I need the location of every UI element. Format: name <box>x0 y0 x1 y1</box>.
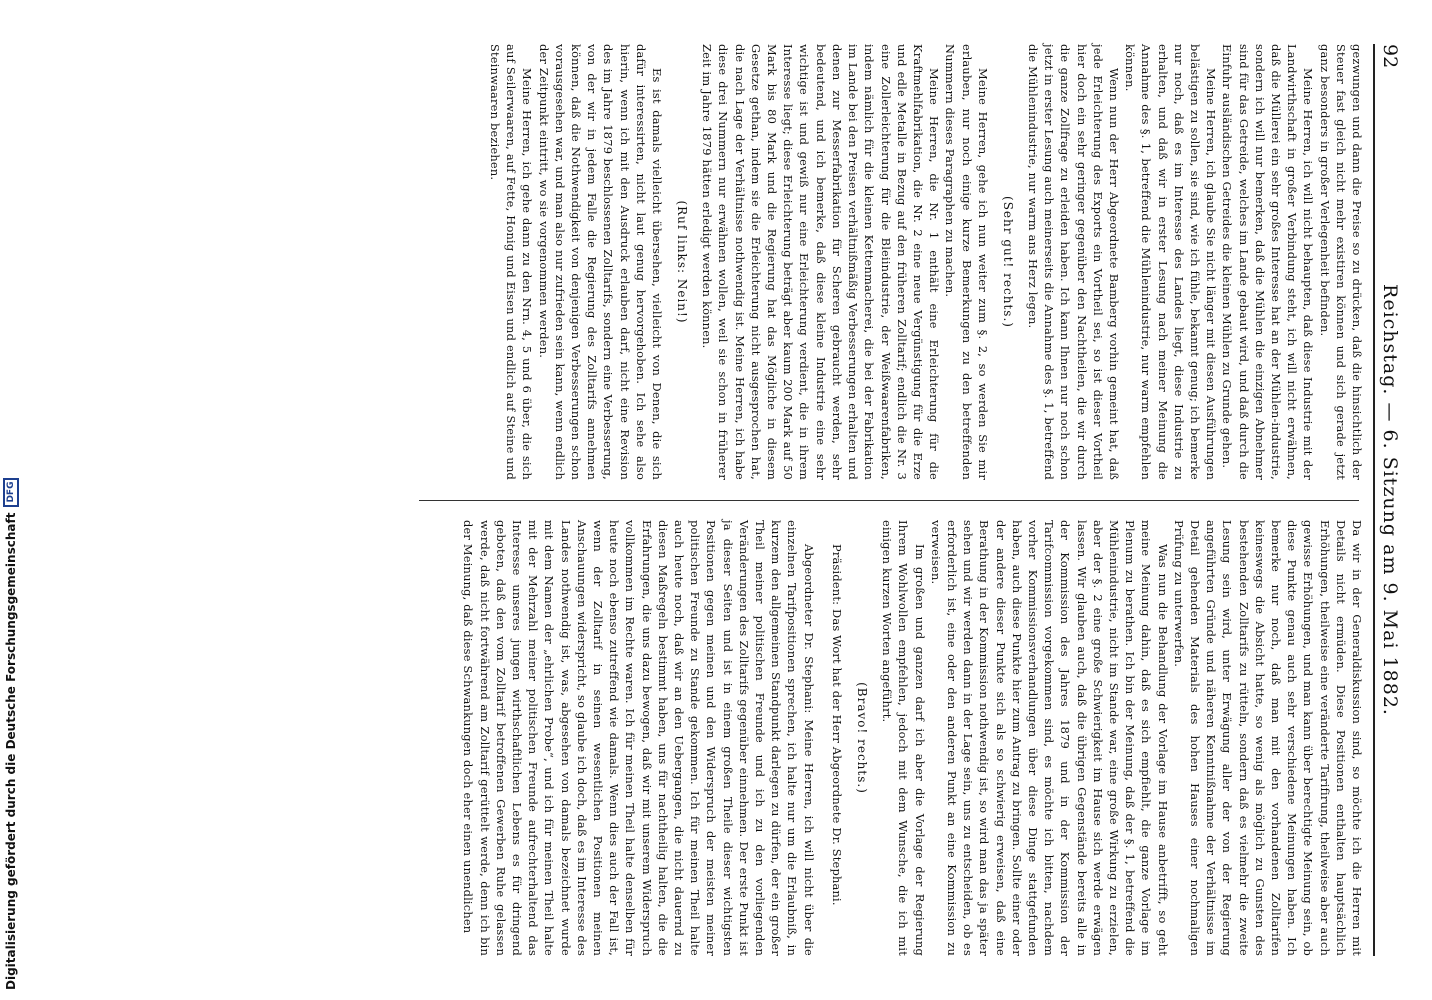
left-column <box>460 44 1365 480</box>
paragraph: Im großen und ganzen darf ich aber die Vorlage der Regierung Ihrem Wohlwollen empfehlen, jedoch mit dem Wunsche, die ich mit einigen kurzen Worten angeführt. <box>880 520 927 956</box>
running-title: Reichstag. — 6. Sitzung am 9. Mai 1882. <box>1379 284 1401 716</box>
paragraph: Meine Herren, ich glaube Sie nicht länger mit diesen Ausführungen belästigen zu sollen, sie sind, wie ich fühle, bekannt genug; ich bemerke nur noch, daß es im Interesse des Landes liegt, diese Industrie zu erhalten, und daß wir in erster Lesung nach meiner Meinung die Annahme des §. 1, betreffend die Mühlenindustrie, nur warm empfehlen können. <box>1123 44 1219 480</box>
paragraph: Meine Herren, die Nr. 1 enthält eine Erleichterung für die Kraftmehlfabrikation, die Nr. 2 eine neue Vergünstigung für die Erze und edle Metalle in Bezug auf den früheren Zolltarif; endlich die Nr. 3 eine Zollerleichterung für die Bleiindustrie, der Weißwaarenfabriken, indem nämlich für die kleinen Kettenmacherei, die bei der Fabrikation im Lande bei den Preisen verhältnißmäßig Verbesserungen erhalten und denen zur Messerfabrikation für Scheren gebraucht werden, sehr bedeutend, und ich bemerke, daß diese kleine Industrie eine sehr wichtige ist und gewiß nur eine Erleichterung verdient, die in ihrem Interesse liegt; diese Erleichterung beträgt aber kaum 200 Mark auf 50 Mark bis 80 Mark und die Regierung hat das Mögliche in diesem Gesetze gethan, indem sie die Erleichterung nicht ausgesprochen hat, die nach Lage der Verhältnisse nothwendig ist. Meine Herren, ich habe diese drei Nummern nur erwähnen wollen, weil sie schon in früherer Zeit im Jahre 1879 hätten erledigt werden können. <box>700 44 942 480</box>
text-columns <box>460 44 1365 956</box>
paragraph: Da wir in der Generaldiskussion sind, so möchte ich die Herren mit Details nicht ermüden. Diese Positionen enthalten hauptsächlich Erhöhungen, theilweise eine veränderte Tarifirung, theilweise aber auch gewisse Erhöhungen, und man kann über berechtigte Meinung sein, ob diese Punkte genau auch sehr verschiedene Meinungen haben. Ich bemerke nur noch, daß man mit den vorhandenen Zolltarifen keineswegs die Absicht hatte, so wenig als möglich zu Gunsten des bestehenden Zolltarifs zu rütteln, sondern daß es vielmehr die zweite Lesung sein wird, unter Erwägung aller der von der Regierung angeführten Gründe und näheren Kenntnißnahme der Verhältnisse im Detail gehenden Materials des hohen Hauses einer nochmaligen Prüfung zu unterwerfen. <box>1171 520 1364 956</box>
interjection: (Bravo! rechts.) <box>854 682 869 794</box>
speaker-paragraph: Abgeordneter Dr. Stephani: Meine Herren, ich will nicht über die einzelnen Tarifpositionen sprechen, ich halte nur um die Erlaubniß, in kurzem den allgemeinen Standpunkt darlegen zu dürfen, der ein großer Theil meiner politischen Freunde und ich zu den vorliegenden Veränderungen des Zolltarifs gegenüber einnehmen. Der erste Punkt ist ja dieser Seiten und ist in einem großen Theile dieser wichtigsten Positionen gegen meinen und den Widerspruch der meisten meiner politischen Freunde zu Stande gekommen. Ich für meinen Theil halte auch heute noch, daß wir an den Uebergangen, die nicht dauernd zu diesen Maßregeln bestimmt haben, uns für nachtheilig halten, die die Erfahrungen, die uns dazu bewogen, daß wir mit unserem Widerspruch vollkommen im Rechte waren. Ich für meinen Theil halte denselben für heute noch ebenso zutreffend wie damals. Wenn dies auch der Fall ist, wenn der Zolltarif in seinen wesentlichen Positionen meinen Anschauungen widerspricht, so glaube ich doch, daß es im Interesse des Landes nothwendig ist, was, abgesehen von damals bezeichnet wurde mit dem Namen der „ehrlichen Probe“, und ich für meinen Theil halte mit der Mehrzahl meiner politischen Freunde aufrechterhaltend das Interesse unseres jungen wirthschaftlichen Lebens es für dringend geboten, daß den vom Zolltarif betroffenen Gewerben Ruhe gelassen werde, daß nicht fortwährend am Zolltarif gerüttelt werde, denn ich bin der Meinung, daß diese Schwankungen doch eher einen unendlichen <box>461 520 816 956</box>
paragraph: gezwungen und dann die Preise so zu drücken, daß die hinsichtlich der Steuer fast gleich nicht mehr existiren können und sich gerade jetzt ganz besonders in großer Verlegenheit befinden. <box>1317 44 1364 480</box>
paragraph: Es ist damals vielleicht übersehen, vielleicht von Denen, die sich dafür interessirten, nicht laut genug hervorgehoben. Ich sehe also hierin, wenn ich mit den Ausdruck erlauben darf, nicht eine Revision des im Jahre 1879 beschlossenen Zolltarifs, sondern eine Verbesserung, von der wir in jedem Falle die Regierung des Zolltarifs annehmen können, daß die Nothwendigkeit von denjenigen Verbesserungen schon vorausgesehen war, und man also nur zufrieden sein kann, wenn endlich der Zeitpunkt eintritt, wo sie vorgenommen werden. <box>536 44 665 480</box>
dfg-logo-icon: DFG <box>3 478 19 507</box>
speaker-paragraph: Präsident: Das Wort hat der Herr Abgeordnete Dr. Stephani. <box>829 544 844 906</box>
paragraph: Was nun die Behandlung der Vorlage im Hause anbetrifft, so geht meine Meinung dahin, daß es sich empfiehlt, die ganze Vorlage im Plenum zu berathen. Ich bin der Meinung, daß der §. 1, betreffend die Mühlenindustrie, nicht im Stande war, eine große Wirkung zu erzielen, aber der §. 2 eine große Schwierigkeit im Hause sich werde erwägen lassen. Wir glauben auch, daß die übrigen Gegenstände bereits alle in der Kommission des Jahres 1879 und in der Kommission der Tarifcommission vorgekommen sind, es möchte ich bitten, nachdem vorher Kommissionsverhandlungen über diese Dinge stattgefunden haben, auch diese Punkte hier zum Antrag zu bringen. Sollte einer oder der andere dieser Punkte sich als so schwierig erweisen, daß eine Berathung in der Kommission nothwendig ist, so wird man das ja später sehen und wir werden dann in der Lage sein, uns zu entscheiden, ob es erforderlich ist, eine oder den anderen Punkt an eine Kommission zu verweisen. <box>928 520 1170 956</box>
funding-notice <box>0 0 22 1000</box>
page-number: 92 <box>1379 44 1401 69</box>
paragraph: Meine Herren, ich gehe dann zu den Nrn. 4, 5 und 6 über, die sich auf Seilerwaaren, auf Fette, Honig und Eisen und endlich auf Steine und Steinwaaren beziehen. <box>488 44 535 480</box>
right-column <box>460 520 1365 956</box>
paragraph: Wenn nun der Herr Abgeordnete Bamberg vorhin gemeint hat, daß jede Erleichterung des Exports ein Vortheil sei, so ist dieser Vortheil hier doch ein sehr geringer gegenüber den Nachtheilen, die wir durch die ganze Zollfrage zu erleiden haben. Ich kann Ihnen nur noch schon jetzt in erster Lesung auch meinerseits die Annahme des §. 1, betreffend die Mühlenindustrie, nur warm ans Herz legen. <box>1025 44 1121 480</box>
scanned-page <box>61 0 1432 1000</box>
interjection: (Sehr gut! rechts.) <box>1000 196 1015 328</box>
column-divider <box>419 500 1359 501</box>
paragraph: Meine Herren, gehe ich nun weiter zum §. 2, so werden Sie mir erlauben, nur noch einige kurze Bemerkungen zu den betreffenden Nummern dieses Paragraphen zu machen. <box>943 44 990 480</box>
footer-strip <box>0 0 22 1000</box>
interjection: (Ruf links: Nein!) <box>675 200 690 324</box>
paragraph: Meine Herren, ich will nicht behaupten, daß diese Industrie mit der Landwirthschaft in großer Verbindung steht, ich will nicht erwähnen, daß die Müllerei ein sehr großes Interesse hat an der Mühlen-industrie, sondern ich will nur bemerken, daß die Mühlen die einzigen Abnehmer sind für das Getreide, welches im Lande gebaut wird, und daß durch die Einfuhr ausländischen Getreides die kleinen Mühlen zu Grunde gehen. <box>1220 44 1316 480</box>
page-header <box>1373 44 1421 956</box>
funding-text: Digitalisierung gefördert durch die Deutsche Forschungsgemeinschaft <box>4 512 18 990</box>
